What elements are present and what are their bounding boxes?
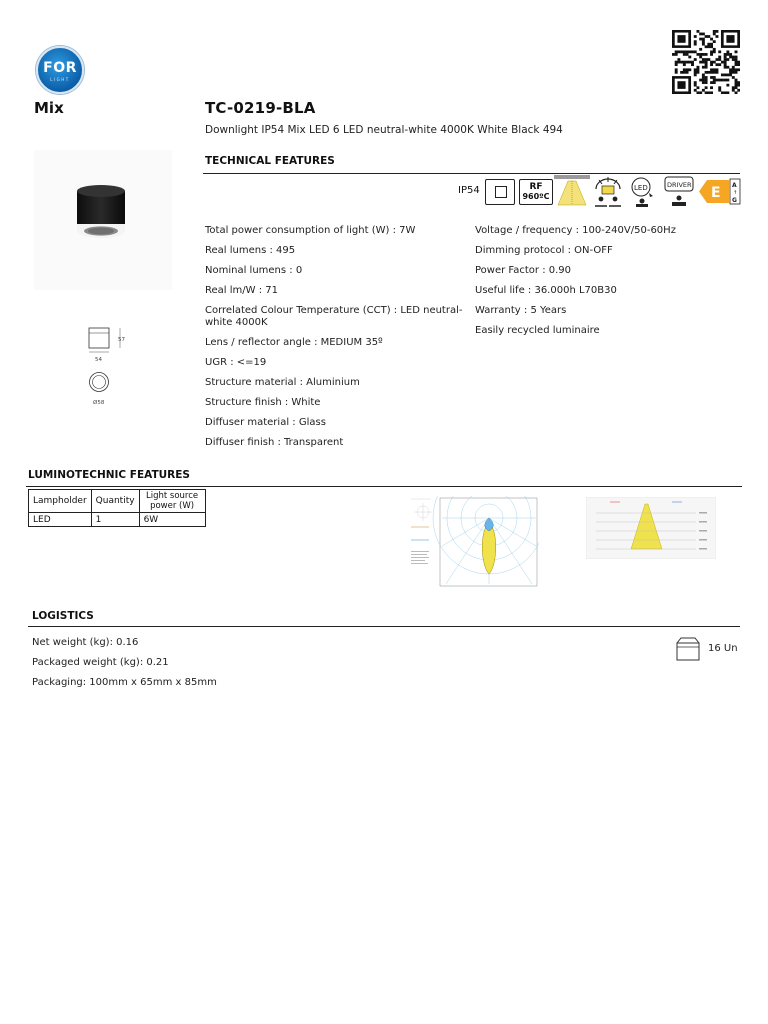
feature-nominal-lumens: Nominal lumens : 0 (205, 265, 303, 276)
polar-photometric-diagram (409, 496, 539, 588)
feature-diffuser-finish: Diffuser finish : Transparent (205, 437, 344, 448)
luminotechnic-table (28, 489, 206, 527)
class-ii-icon (485, 179, 515, 205)
svg-text:↑: ↑ (733, 190, 738, 196)
luminotechnic-title: LUMINOTECHNIC FEATURES (28, 469, 190, 481)
energy-class-letter: E (711, 185, 721, 201)
feature-structure-material: Structure material : Aluminium (205, 377, 360, 388)
photobiological-safety-icon (591, 175, 625, 207)
product-image (34, 150, 172, 290)
feature-diffuser-material: Diffuser material : Glass (205, 417, 326, 428)
dim-diameter-label: Ø58 (93, 400, 105, 406)
feature-power-factor: Power Factor : 0.90 (475, 265, 572, 276)
col-quantity: Quantity (91, 490, 139, 513)
feature-real-lumens: Real lumens : 495 (205, 245, 296, 256)
feature-recyclable: Easily recycled luminaire (475, 325, 600, 336)
feature-lens-angle: Lens / reflector angle : MEDIUM 35º (205, 337, 383, 348)
fire-rating-bottom: 960ºC (522, 192, 550, 201)
fire-rating-icon (519, 179, 553, 205)
cell-quantity: 1 (91, 513, 139, 527)
luminotechnic-rule (26, 486, 742, 487)
packaging-dimensions: Packaging: 100mm x 65mm x 85mm (32, 677, 217, 688)
product-family: Mix (34, 99, 64, 117)
feature-voltage: Voltage / frequency : 100-240V/50-60Hz (475, 225, 676, 236)
feature-warranty: Warranty : 5 Years (475, 305, 567, 316)
feature-useful-life: Useful life : 36.000h L70B30 (475, 285, 617, 296)
cell-power: 6W (139, 513, 205, 527)
energy-label-icon (699, 178, 741, 205)
logistics-title: LOGISTICS (32, 610, 94, 622)
logo-text: FOR (43, 60, 77, 76)
units-per-package: 16 Un (708, 643, 738, 654)
technical-features-rule (203, 173, 740, 174)
feature-real-lmw: Real lm/W : 71 (205, 285, 278, 296)
product-reference: TC-0219-BLA (205, 99, 316, 117)
ip54-label: IP54 (458, 185, 480, 196)
feature-total-power: Total power consumption of light (W) : 7W (205, 225, 416, 236)
energy-scale-bottom: G (732, 197, 737, 204)
packaged-weight: Packaged weight (kg): 0.21 (32, 657, 169, 668)
feature-dimming: Dimming protocol : ON-OFF (475, 245, 613, 256)
net-weight: Net weight (kg): 0.16 (32, 637, 139, 648)
qr-code[interactable] (672, 30, 740, 94)
light-cone-diagram (586, 497, 716, 559)
table-row (29, 513, 206, 527)
feature-ugr: UGR : <=19 (205, 357, 267, 368)
cell-lampholder: LED (29, 513, 92, 527)
col-light-source-power: Light source power (W) (139, 490, 205, 513)
logistics-rule (28, 626, 740, 627)
brand-logo (36, 46, 84, 94)
driver-icon-text: DRIVER (667, 181, 692, 189)
led-icon-text: LED (634, 184, 648, 192)
package-box-icon (676, 637, 700, 661)
dim-width-label: 54 (95, 357, 102, 363)
table-header-row (29, 490, 206, 513)
energy-scale-top: A (732, 182, 737, 189)
beam-angle-icon (554, 175, 590, 207)
col-lampholder: Lampholder (29, 490, 92, 513)
fire-rating-top: RF (529, 182, 543, 192)
technical-features-title: TECHNICAL FEATURES (205, 155, 335, 167)
led-replaceable-icon (626, 175, 660, 207)
feature-structure-finish: Structure finish : White (205, 397, 321, 408)
feature-cct: Correlated Colour Temperature (CCT) : LED neutral-white 4000K (205, 305, 463, 328)
dim-height-label: 57 (118, 337, 125, 343)
logo-subtext: LIGHT (50, 77, 70, 82)
dimension-drawing (86, 325, 130, 410)
driver-replaceable-icon (662, 175, 698, 207)
product-description: Downlight IP54 Mix LED 6 LED neutral-white 4000K White Black 494 (205, 124, 563, 136)
